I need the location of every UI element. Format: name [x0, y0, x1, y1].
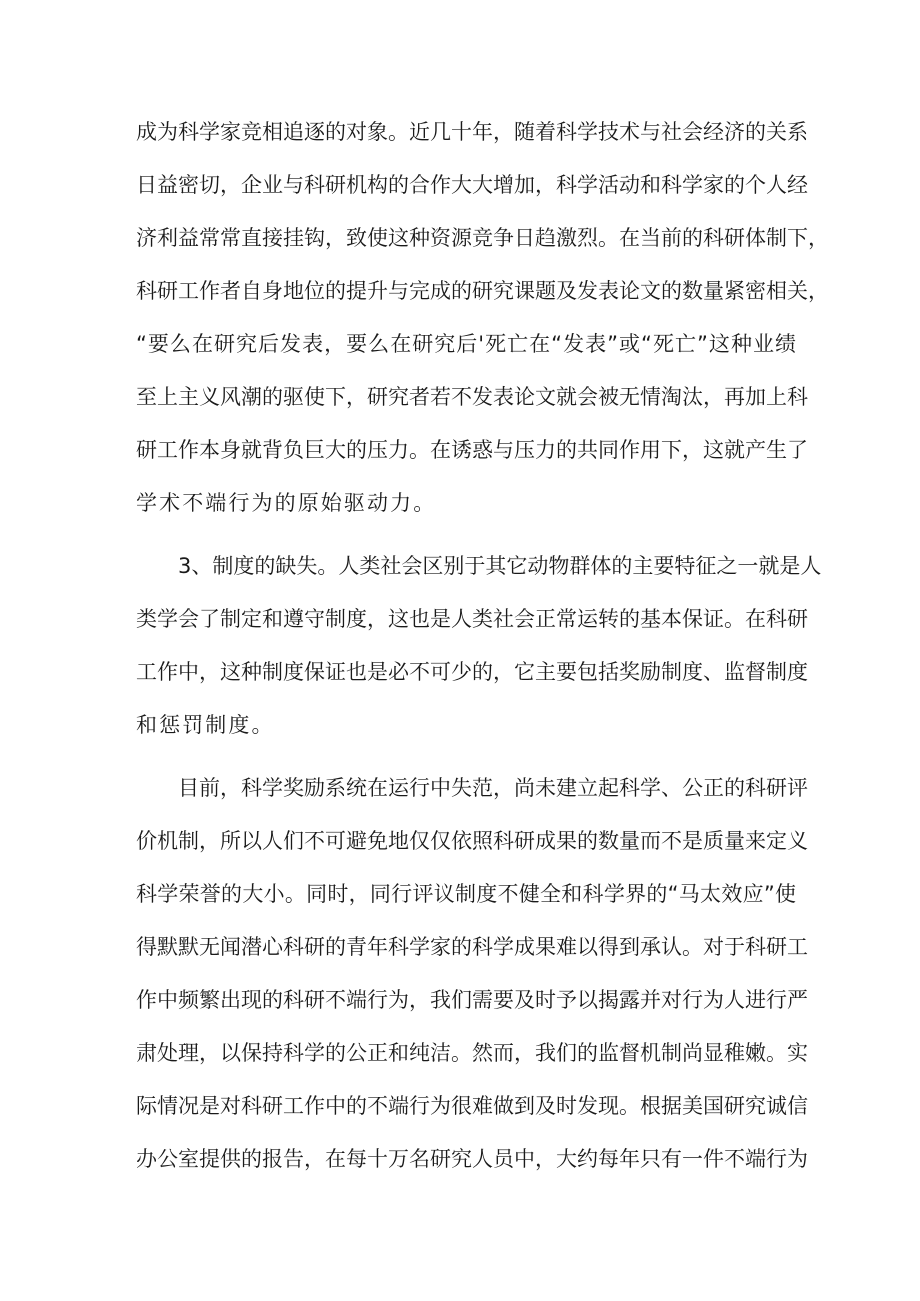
text-line: 价机制，所以人们不可避免地仅仅依照科研成果的数量而不是质量来定义	[136, 829, 808, 853]
text-line: 和惩罚制度。	[136, 713, 275, 737]
text-line: 至上主义风潮的驱使下，研究者若不发表论文就会被无情淘汰，再加上科	[136, 385, 808, 409]
text-line: 学术不端行为的原始驱动力。	[136, 491, 437, 515]
text-line: 目前，科学奖励系统在运行中失范，尚未建立起科学、公正的科研评	[178, 776, 808, 800]
text-line: 济利益常常直接挂钩，致使这种资源竞争日趋激烈。在当前的科研体制下，	[136, 226, 829, 250]
text-line: 肃处理，以保持科学的公正和纯洁。然而，我们的监督机制尚显稚嫩。实	[136, 1041, 808, 1065]
text-line: 研工作本身就背负巨大的压力。在诱惑与压力的共同作用下，这就产生了	[136, 438, 808, 462]
text-line: 类学会了制定和遵守制度，这也是人类社会正常运转的基本保证。在科研	[136, 607, 808, 631]
text-line: 成为科学家竞相追逐的对象。近几十年，随着科学技术与社会经济的关系	[136, 120, 808, 144]
text-line: 科学荣誉的大小。同时，同行评议制度不健全和科学界的“马太效应”使	[136, 882, 796, 906]
text-line: 作中频繁出现的科研不端行为，我们需要及时予以揭露并对行为人进行严	[136, 988, 808, 1012]
text-line: 际情况是对科研工作中的不端行为很难做到及时发现。根据美国研究诚信	[136, 1094, 808, 1118]
text-line: 得默默无闻潜心科研的青年科学家的科学成果难以得到承认。对于科研工	[136, 935, 808, 959]
text-line: 3、制度的缺失。人类社会区别于其它动物群体的主要特征之一就是人	[178, 554, 822, 578]
text-line: 办公室提供的报告，在每十万名研究人员中，大约每年只有一件不端行为	[136, 1147, 808, 1171]
text-line: 科研工作者自身地位的提升与完成的研究课题及发表论文的数量紧密相关，	[136, 279, 829, 303]
text-line: “要么在研究后发表，要么在研究后'死亡在“发表”或“死亡”这种业绩	[136, 332, 796, 356]
text-line: 日益密切，企业与科研机构的合作大大增加，科学活动和科学家的个人经	[136, 173, 808, 197]
text-line: 工作中，这种制度保证也是必不可少的，它主要包括奖励制度、监督制度	[136, 660, 808, 684]
